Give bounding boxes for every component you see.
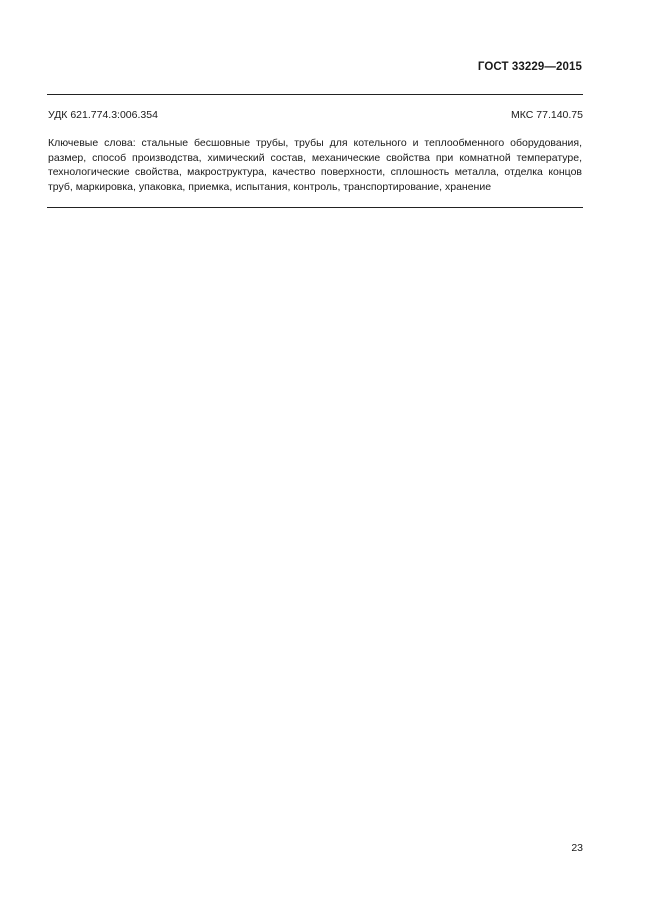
top-divider bbox=[47, 94, 583, 95]
udk-code: УДК 621.774.3:006.354 bbox=[48, 109, 158, 121]
standard-code: ГОСТ 33229—2015 bbox=[477, 61, 582, 73]
keywords-paragraph: Ключевые слова: стальные бесшовные трубы, трубы для котельного и теплообменного оборудования, размер, способ производства, химический состав, механические свойства при комнатной температуре, технологические свойства, макроструктура, качество поверхности, сплошность металла, отделка концов труб, маркировка, упаковка, приемка, испытания, контроль, транспортирование, хранение bbox=[48, 137, 582, 193]
bottom-divider bbox=[47, 207, 583, 208]
mks-code: МКС 77.140.75 bbox=[511, 109, 583, 121]
page-number: 23 bbox=[571, 842, 583, 854]
